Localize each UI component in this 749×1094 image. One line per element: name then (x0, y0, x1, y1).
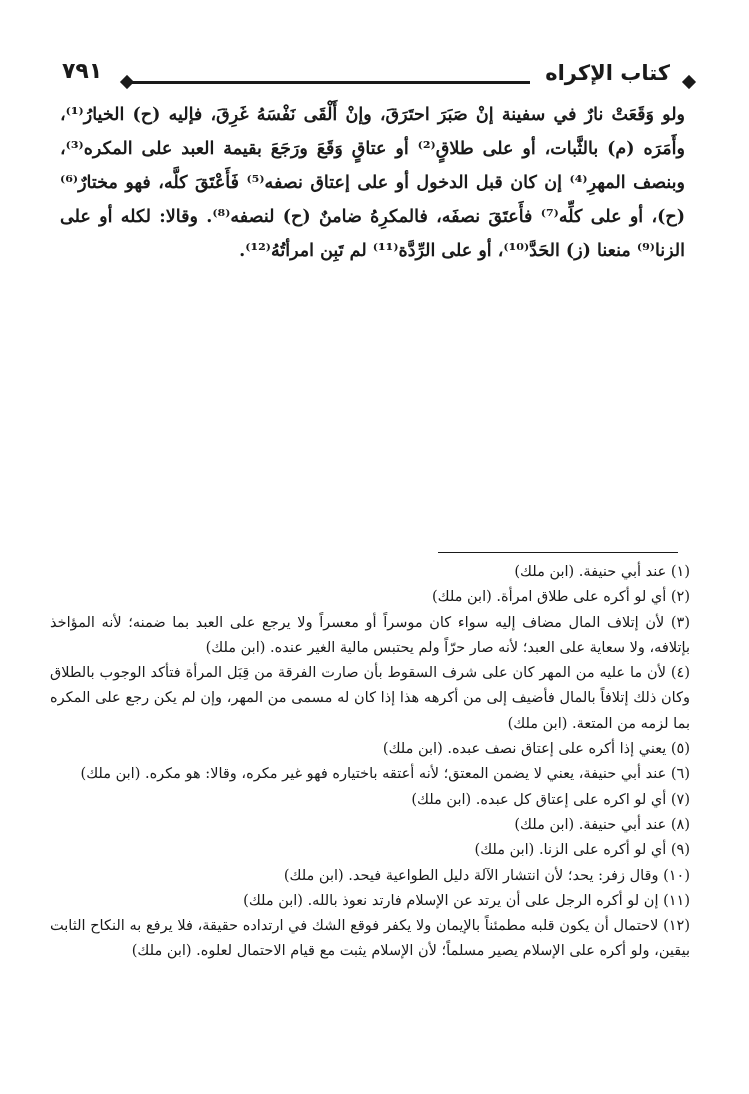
page-number: ٧٩١ (62, 59, 103, 84)
footnote: (١) عند أبي حنيفة. (ابن ملك) (514, 564, 690, 580)
header-diamond-ornament (120, 75, 134, 89)
footnote: (١٢) لاحتمال أن يكون قلبه مطمئناً بالإيمان ولا يكفر فوقع الشك في ارتداده حقيقة، فلا يرفع به النكاح الثابت بيقين، ولو أكره على الإسلام يصير مسلماً؛ لأن الإسلام يثبت مع قيام الاحتمال لعلوه. (ابن ملك) (50, 918, 690, 960)
main-paragraph: ولو وَقَعَتْ نارٌ في سفينة إنْ صَبَرَ احتَرَقَ، وإنْ أَلْقَى نَفْسَهُ غَرِقَ، فإليه (ح) الخيارُ⁽¹⁾، وأَمَرَه (م) بالثَّبات، أو على طلاقٍ⁽²⁾ أو عتاقٍ وَقَعَ ورَجَعَ بقيمة العبد على المكره⁽³⁾، وبنصف المهرِ⁽⁴⁾ إن كان قبل الدخول أو على إعتاق نصفه⁽⁵⁾ فَأَعْتَقَ كلَّه، فهو مختارٌ⁽⁶⁾ (ح)، أو على كلِّه⁽⁷⁾ فأَعتَقَ نصفَه، فالمكرِهُ ضامنٌ (ح) لنصفه⁽⁸⁾. وقالا: لكله أو على الزنا⁽⁹⁾ منعنا (ز) الحَدَّ⁽¹⁰⁾، أو على الرِّدَّة⁽¹¹⁾ لم تَبِن امرأتُهُ⁽¹²⁾. (60, 105, 686, 261)
footnote: (٤) لأن ما عليه من المهر كان على شرف السقوط بأن صارت الفرقة من قِبَل المرأة فتأكد الوجوب بالطلاق وكان ذلك إتلافاً بالمال فأضيف إلى من أكرهه هذا إذا كان له مسمى من المهر، وإن لم يكن رجع على المكره بما لزمه من المتعة. (ابن ملك) (50, 665, 690, 732)
header-diamond-ornament (682, 75, 696, 89)
footnote-separator (438, 552, 678, 553)
header-rule (130, 81, 530, 84)
footnotes (50, 560, 690, 965)
footnote: (١١) إن لو أكره الرجل على أن يرتد عن الإسلام فارتد نعوذ بالله. (ابن ملك) (243, 892, 690, 909)
main-text (60, 98, 685, 268)
footnote: (٦) عند أبي حنيفة، يعني لا يضمن المعتق؛ لأنه أعتقه باختياره فهو غير مكره، وقالا: هو مكره. (ابن ملك) (80, 766, 690, 783)
footnote: (٨) عند أبي حنيفة. (ابن ملك) (514, 816, 690, 833)
footnote: (٢) أي لو أكره على طلاق امرأة. (ابن ملك) (431, 589, 690, 606)
footnote: (٧) أي لو اكره على إعتاق كل عبده. (ابن ملك) (411, 791, 690, 808)
footnote: (١٠) وقال زفر: يحد؛ لأن انتشار الآلة دليل الطواعية فيحد. (ابن ملك) (283, 867, 690, 884)
page-header (60, 55, 700, 95)
footnote: (٩) أي لو أكره على الزنا. (ابن ملك) (474, 842, 690, 859)
chapter-title: كتاب الإكراه (545, 61, 670, 85)
footnote: (٥) يعني إذا أكره على إعتاق نصف عبده. (ابن ملك) (382, 741, 690, 758)
footnote: (٣) لأن إتلاف المال مضاف إليه سواء كان موسراً أو معسراً ولا يرجع على العبد بما ضمنه؛ لأنه المؤاخذ بإتلافه، ولا سعاية على العبد؛ لأنه صار حرّاً ولم يحتبس مالية الغير عنده. (ابن ملك) (50, 614, 690, 656)
